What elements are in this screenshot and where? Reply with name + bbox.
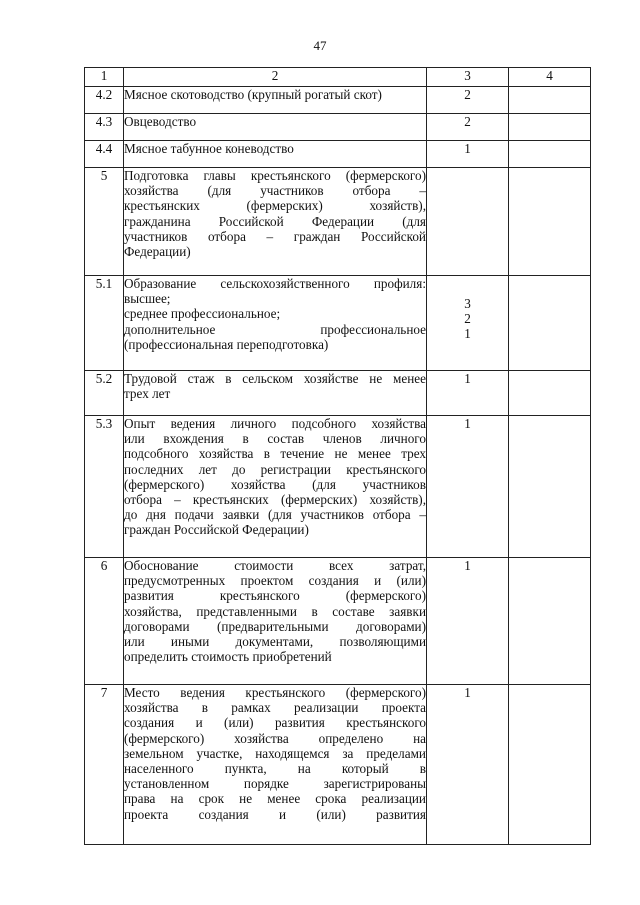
criterion-line: проекта создания и (или) развития [124,806,426,822]
points-cell [427,114,509,141]
points-value: 1 [464,685,471,700]
criterion-line: (фермерского) хозяйства определено на [124,730,426,746]
item-number: 4.4 [85,141,124,168]
criterion-line: граждан Российской Федерации) [124,522,309,538]
criterion-text [124,114,427,141]
column-header-2: 2 [124,68,427,87]
points-cell [427,558,509,685]
empty-cell [509,87,591,114]
empty-cell [509,276,591,371]
criterion-line: последних лет до регистрации крестьянского [124,461,426,477]
criterion-line: гражданина Российской Федерации (для [124,213,426,229]
criterion-line: или вхождения в состав членов личного [124,431,426,447]
points-value: 1 [464,416,471,431]
table-row [85,558,591,685]
points-cell [427,685,509,845]
criterion-line: хозяйства в рамках реализации проекта [124,700,426,716]
empty-cell [509,558,591,685]
criterion-line: права на срок не менее срока реализации [124,791,426,807]
points-cell [427,87,509,114]
column-header-3: 3 [427,68,509,87]
criterion-line: отбора – крестьянских (фермерских) хозяйств), [124,492,426,508]
empty-cell [509,141,591,168]
criterion-text [124,87,427,114]
table-row [85,141,591,168]
criterion-line: населенного пункта, на который в [124,761,426,777]
criterion-line: создания и (или) развития крестьянского [124,715,426,731]
column-header-1: 1 [85,68,124,87]
points-value: 1 [464,558,471,573]
points-cell [427,276,509,371]
item-number: 4.3 [85,114,124,141]
criterion-line: дополнительное профессиональное [124,321,426,337]
empty-cell [509,168,591,276]
points-value: 1 [464,141,471,156]
criterion-line: Подготовка главы крестьянского (фермерского) [124,168,426,183]
empty-cell [509,114,591,141]
criterion-line: Овцеводство [124,114,197,129]
criterion-line: среднее профессиональное; [124,306,281,322]
item-number: 5.2 [85,371,124,416]
column-header-4: 4 [509,68,591,87]
criterion-line: Федерации) [124,244,191,260]
criterion-line: Мясное табунное коневодство [124,141,294,156]
criterion-text [124,276,427,371]
table-row [85,685,591,845]
points-cell [427,371,509,416]
criterion-text [124,685,427,845]
criterion-line: установленном порядке зарегистрированы [124,776,426,792]
table-header-row [85,68,591,87]
criterion-line: (фермерского) хозяйства (для участников [124,476,426,492]
item-number: 5.3 [85,416,124,558]
points-value: 3 [464,296,471,311]
criterion-line: Мясное скотоводство (крупный рогатый скот) [124,87,382,102]
criterion-line: участников отбора – граждан Российской [124,228,426,244]
table-row [85,371,591,416]
item-number: 5 [85,168,124,276]
item-number: 4.2 [85,87,124,114]
criterion-text [124,141,427,168]
criterion-line: Трудовой стаж в сельском хозяйстве не менее [124,371,426,386]
points-value: 1 [464,371,471,386]
criterion-line: предусмотренных проектом создания и (или) [124,573,426,589]
points-cell [427,416,509,558]
empty-cell [509,416,591,558]
points-value: 2 [464,114,471,129]
criterion-line: трех лет [124,386,171,402]
criterion-line: хозяйства, представленными в составе заявки [124,603,426,619]
criterion-line: договорами (предварительными договорами) [124,618,426,634]
criterion-text [124,558,427,685]
points-value: 2 [464,87,471,102]
criterion-line: Место ведения крестьянского (фермерского) [124,685,426,700]
criterion-line: до дня подачи заявки (для участников отбора – [124,507,426,523]
points-value: 1 [464,326,471,342]
empty-cell [509,371,591,416]
empty-cell [509,685,591,845]
criterion-text [124,416,427,558]
criterion-line: высшее; [124,291,171,307]
item-number: 5.1 [85,276,124,371]
points-cell [427,141,509,168]
criterion-line: Обоснование стоимости всех затрат, [124,558,426,573]
criterion-text [124,371,427,416]
table-row [85,114,591,141]
criterion-line: развития крестьянского (фермерского) [124,588,426,604]
criterion-line: земельном участке, находящемся за пределами [124,745,426,761]
criterion-text [124,168,427,276]
table-row [85,168,591,276]
table-row [85,276,591,371]
table-row [85,416,591,558]
criterion-line: (профессиональная переподготовка) [124,336,329,352]
item-number: 6 [85,558,124,685]
page-number: 47 [313,38,327,53]
criterion-line: крестьянских (фермерских) хозяйств), [124,198,426,214]
criterion-line: определить стоимость приобретений [124,649,332,665]
points-cell [427,168,509,276]
criterion-line: или иными документами, позволяющими [124,634,426,650]
table-row [85,87,591,114]
criterion-line: хозяйства (для участников отбора – [124,183,426,199]
item-number: 7 [85,685,124,845]
points-value: 2 [464,311,471,327]
criterion-line: Опыт ведения личного подсобного хозяйства [124,416,426,431]
criterion-line: подсобного хозяйства в течение не менее трех [124,446,426,462]
criterion-line: Образование сельскохозяйственного профиля: [124,276,426,291]
criteria-table [84,67,591,845]
